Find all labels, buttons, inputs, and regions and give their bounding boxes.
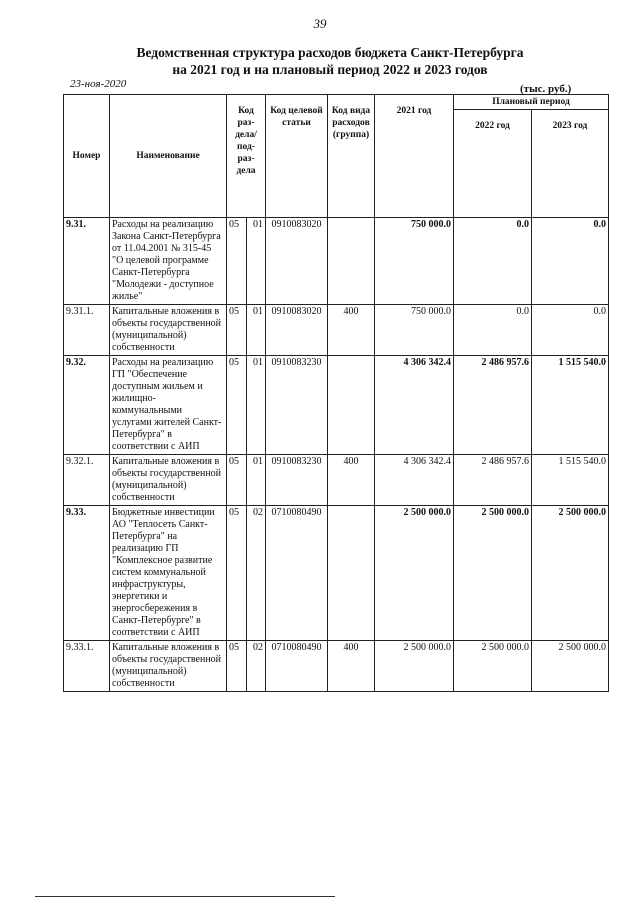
row-value-2023: 1 515 540.0 <box>532 356 609 455</box>
row-subsection: 01 <box>247 356 266 455</box>
title-line-2: на 2021 год и на плановый период 2022 и 2023 годов <box>172 62 488 77</box>
row-value-2023: 1 515 540.0 <box>532 455 609 506</box>
row-number: 9.32. <box>64 356 110 455</box>
document-date: 23-ноя-2020 <box>70 78 127 90</box>
header-name: Наименование <box>110 95 227 218</box>
row-target-code: 0710080490 <box>266 641 328 692</box>
header-number: Номер <box>64 95 110 218</box>
row-value-2021: 2 500 000.0 <box>375 641 454 692</box>
title-line-1: Ведомственная структура расходов бюджета Санкт-Петербурга <box>136 45 524 60</box>
footer-line <box>35 896 335 897</box>
row-value-2023: 0.0 <box>532 305 609 356</box>
row-value-2023: 0.0 <box>532 218 609 305</box>
row-subsection: 01 <box>247 455 266 506</box>
header-planned: Плановый период <box>454 95 609 110</box>
row-target-code: 0710080490 <box>266 506 328 641</box>
header-2023: 2023 год <box>532 110 609 218</box>
row-value-2022: 2 486 957.6 <box>454 455 532 506</box>
table-row <box>64 455 609 506</box>
row-value-2021: 4 306 342.4 <box>375 455 454 506</box>
row-kind-code: 400 <box>328 455 375 506</box>
row-name: Расходы на реализацию ГП "Обеспечение доступным жильем и жилищно-коммунальными услугами жителей Санкт-Петербурга" в соответствии с АИП <box>110 356 227 455</box>
row-section: 05 <box>227 218 247 305</box>
row-number: 9.32.1. <box>64 455 110 506</box>
page-number: 39 <box>313 16 327 31</box>
row-target-code: 0910083230 <box>266 455 328 506</box>
header-2021: 2021 год <box>375 95 454 218</box>
row-subsection: 01 <box>247 218 266 305</box>
row-number: 9.31.1. <box>64 305 110 356</box>
row-target-code: 0910083020 <box>266 218 328 305</box>
row-value-2022: 2 500 000.0 <box>454 506 532 641</box>
row-value-2022: 0.0 <box>454 218 532 305</box>
table-row <box>64 641 609 692</box>
document-title <box>60 44 600 78</box>
row-target-code: 0910083230 <box>266 356 328 455</box>
header-section: Код раз-дела/ под-раз-дела <box>227 95 266 218</box>
row-value-2021: 750 000.0 <box>375 305 454 356</box>
row-value-2022: 0.0 <box>454 305 532 356</box>
row-value-2022: 2 486 957.6 <box>454 356 532 455</box>
row-value-2023: 2 500 000.0 <box>532 506 609 641</box>
row-value-2021: 4 306 342.4 <box>375 356 454 455</box>
header-kind: Код вида расходов (группа) <box>328 95 375 218</box>
row-subsection: 01 <box>247 305 266 356</box>
row-subsection: 02 <box>247 506 266 641</box>
header-target: Код целевой статьи <box>266 95 328 218</box>
row-section: 05 <box>227 356 247 455</box>
table-body <box>64 218 609 692</box>
table-row <box>64 506 609 641</box>
row-kind-code <box>328 218 375 305</box>
row-name: Бюджетные инвестиции АО "Теплосеть Санкт-Петербурга" на реализацию ГП "Комплексное развитие систем коммунальной инфраструктуры, энергетики и энергосбережения в Санкт-Петербурге" в соответствии с АИП <box>110 506 227 641</box>
row-number: 9.31. <box>64 218 110 305</box>
row-name: Капитальные вложения в объекты государственной (муниципальной) собственности <box>110 455 227 506</box>
row-value-2023: 2 500 000.0 <box>532 641 609 692</box>
row-section: 05 <box>227 506 247 641</box>
row-kind-code <box>328 506 375 641</box>
row-value-2021: 750 000.0 <box>375 218 454 305</box>
row-value-2021: 2 500 000.0 <box>375 506 454 641</box>
row-section: 05 <box>227 641 247 692</box>
row-section: 05 <box>227 455 247 506</box>
table-row <box>64 356 609 455</box>
table-row <box>64 218 609 305</box>
row-name: Капитальные вложения в объекты государственной (муниципальной) собственности <box>110 641 227 692</box>
row-number: 9.33.1. <box>64 641 110 692</box>
row-name: Капитальные вложения в объекты государственной (муниципальной) собственности <box>110 305 227 356</box>
budget-table <box>63 94 609 692</box>
row-name: Расходы на реализацию Закона Санкт-Петербурга от 11.04.2001 № 315-45 "О целевой программе Санкт-Петербурга "Молодежи - доступное жилье" <box>110 218 227 305</box>
row-number: 9.33. <box>64 506 110 641</box>
row-target-code: 0910083020 <box>266 305 328 356</box>
row-kind-code <box>328 356 375 455</box>
row-subsection: 02 <box>247 641 266 692</box>
table-row <box>64 305 609 356</box>
units-label: (тыс. руб.) <box>520 83 572 95</box>
header-2022: 2022 год <box>454 110 532 218</box>
row-kind-code: 400 <box>328 305 375 356</box>
row-section: 05 <box>227 305 247 356</box>
row-value-2022: 2 500 000.0 <box>454 641 532 692</box>
row-kind-code: 400 <box>328 641 375 692</box>
